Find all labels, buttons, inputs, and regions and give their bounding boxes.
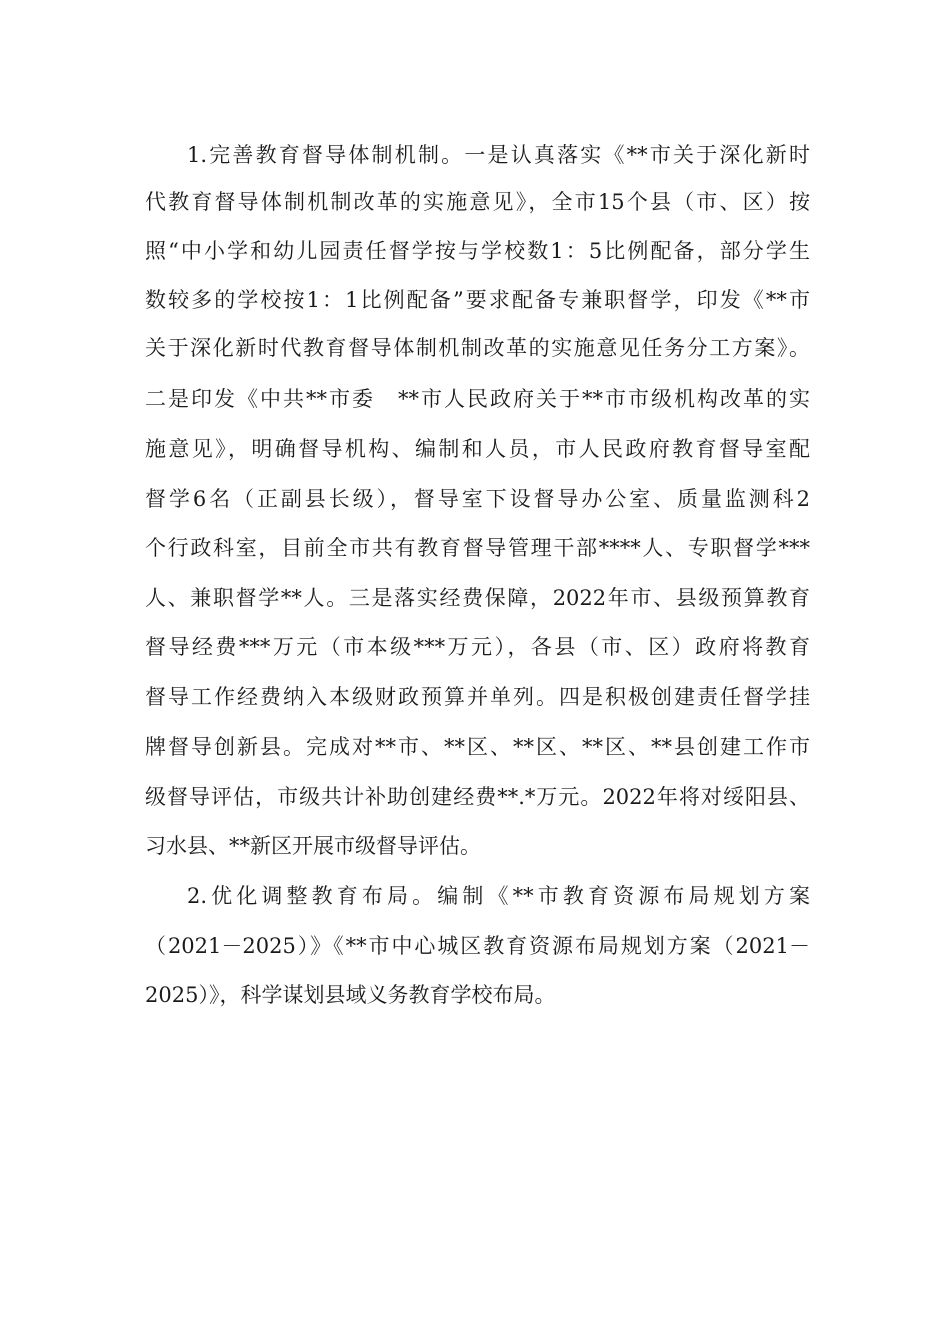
paragraph-1-line-8: 督学6名（正副县长级），督导室下设督导办公室、质量监测科2 [145, 487, 810, 511]
paragraph-1-line-11: 督导经费***万元（市本级***万元），各县（市、区）政府将教育 [145, 635, 810, 659]
paragraph-2-line-1: 2.优化调整教育布局。编制《**市教育资源布局规划方案 [187, 884, 810, 908]
paragraph-1-line-13: 牌督导创新县。完成对**市、**区、**区、**区、**县创建工作市 [145, 735, 810, 759]
paragraph-1-line-5: 关于深化新时代教育督导体制机制改革的实施意见任务分工方案》。 [145, 336, 810, 360]
paragraph-1-line-9: 个行政科室，目前全市共有教育督导管理干部****人、专职督学*** [145, 536, 810, 560]
paragraph-1-line-14: 级督导评估，市级共计补助创建经费**.*万元。2022年将对绥阳县、 [145, 785, 810, 809]
paragraph-1-line-2: 代教育督导体制机制改革的实施意见》，全市15个县（市、区）按 [145, 190, 810, 214]
paragraph-1-line-3: 照“中小学和幼儿园责任督学按与学校数1：5比例配备，部分学生 [145, 239, 810, 263]
paragraph-2-line-2: （2021－2025）》《**市中心城区教育资源布局规划方案（2021－ [145, 934, 810, 958]
paragraph-2-line-3: 2025）》，科学谋划县域义务教育学校布局。 [145, 983, 556, 1007]
paragraph-1-line-7: 施意见》，明确督导机构、编制和人员，市人民政府教育督导室配 [145, 437, 810, 461]
paragraph-1-line-12: 督导工作经费纳入本级财政预算并单列。四是积极创建责任督学挂 [145, 685, 810, 709]
paragraph-1-line-10: 人、兼职督学**人。三是落实经费保障，2022年市、县级预算教育 [145, 586, 810, 610]
paragraph-1-line-15: 习水县、**新区开展市级督导评估。 [145, 834, 481, 858]
paragraph-1-line-1: 1.完善教育督导体制机制。一是认真落实《**市关于深化新时 [187, 143, 810, 167]
paragraph-1-line-4: 数较多的学校按1：1比例配备”要求配备专兼职督学，印发《**市 [145, 288, 810, 312]
paragraph-1-line-6: 二是印发《中共**市委 **市人民政府关于**市市级机构改革的实 [145, 387, 810, 411]
